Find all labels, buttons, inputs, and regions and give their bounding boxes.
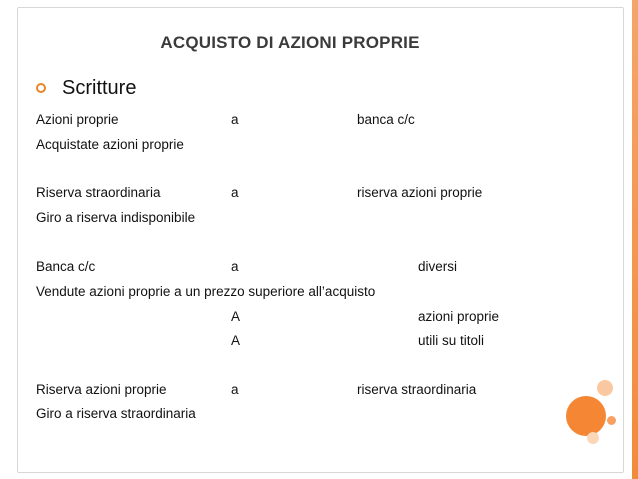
decor-circle-small-2 <box>587 432 599 444</box>
entry-account: utili su titoli <box>418 333 485 348</box>
entry-account: diversi <box>418 259 458 274</box>
entry-text: Riserva azioni proprie <box>36 382 167 397</box>
entry-separator: a <box>231 112 239 127</box>
bullet-item <box>36 76 136 100</box>
entry-description: Giro a riserva straordinaria <box>36 406 196 421</box>
entry-separator: A <box>231 333 241 348</box>
entry-text: Riserva straordinaria <box>36 185 161 200</box>
entry-account: azioni proprie <box>418 309 500 324</box>
circle-bullet-icon <box>36 83 46 93</box>
entry-separator: a <box>231 185 239 200</box>
entry-description: Giro a riserva indisponibile <box>36 210 196 225</box>
entry-text: Azioni proprie <box>36 112 119 127</box>
entry-description: Vendute azioni proprie a un prezzo superiore all’acquisto <box>36 284 376 299</box>
entry-text: Banca c/c <box>36 259 96 274</box>
entry-account: riserva straordinaria <box>357 382 477 397</box>
entry-description: Acquistate azioni proprie <box>36 137 184 152</box>
accent-bar <box>632 0 638 479</box>
decor-circle-large <box>566 396 606 436</box>
bullet-text: Scritture <box>62 76 137 99</box>
decor-circle-small <box>597 380 613 396</box>
entry-account: riserva azioni proprie <box>357 185 483 200</box>
entry-account: banca c/c <box>357 112 415 127</box>
decor-circle-tiny <box>607 416 616 425</box>
entry-separator: A <box>231 309 241 324</box>
slide-title: ACQUISTO DI AZIONI PROPRIE <box>160 33 420 52</box>
entry-separator: a <box>231 382 239 397</box>
entry-separator: a <box>231 259 239 274</box>
